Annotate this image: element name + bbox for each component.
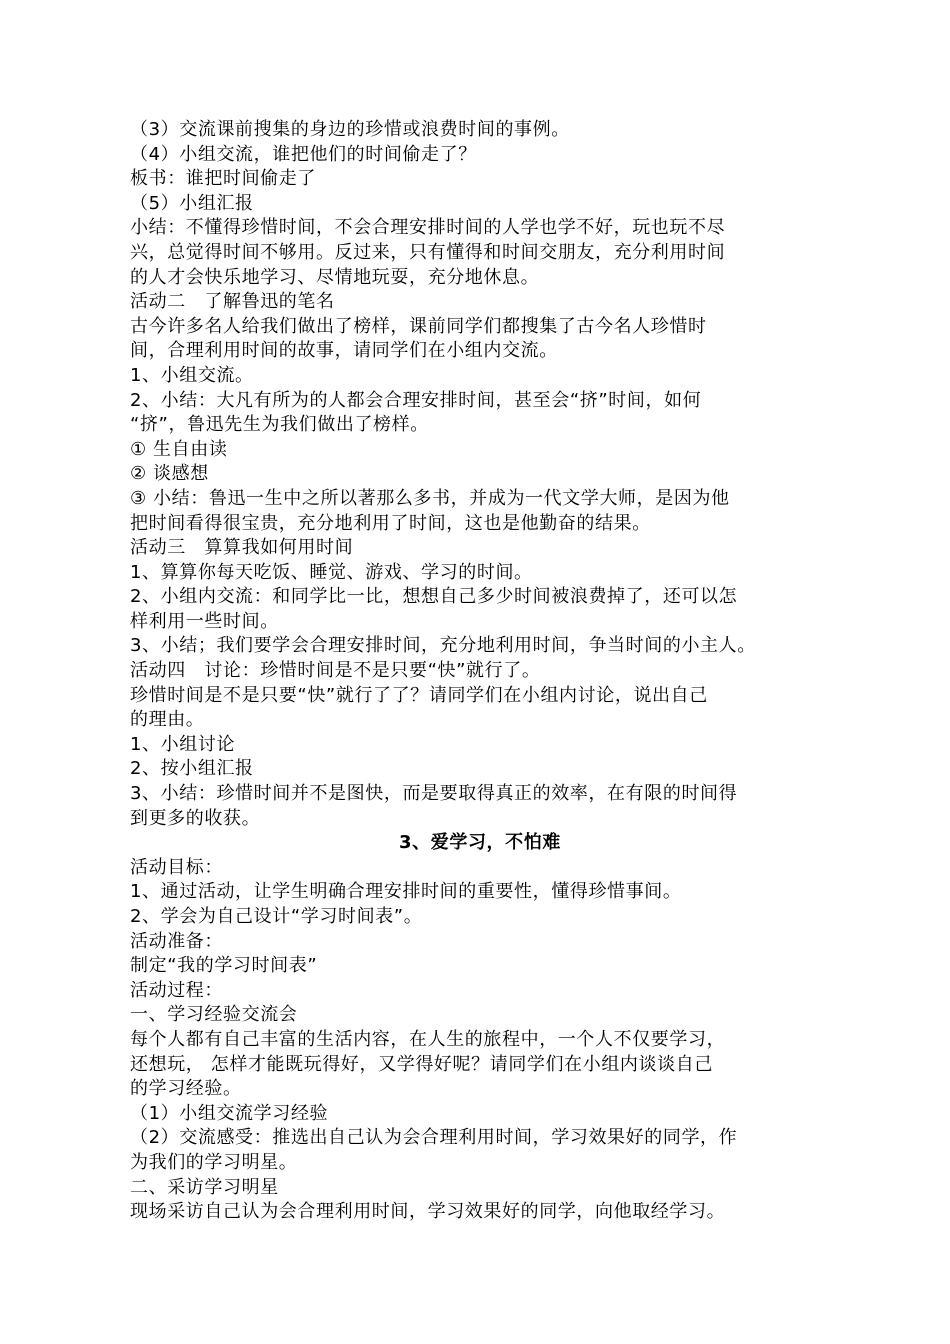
text-line: 3、小结；我们要学会合理安排时间，充分地利用时间，争当时间的小主人。 bbox=[130, 635, 756, 657]
text-line: ③ 小结：鲁迅一生中之所以著那么多书，并成为一代文学大师，是因为他 bbox=[130, 487, 730, 509]
text-line: ② 谈感想 bbox=[130, 463, 209, 485]
text-line: （2）交流感受：推选出自己认为会合理利用时间，学习效果好的同学，作 bbox=[130, 1127, 738, 1149]
text-line: （1）小组交流学习经验 bbox=[130, 1102, 329, 1124]
text-line: 活动二 了解鲁迅的笔名 bbox=[130, 291, 335, 313]
text-line: 样利用一些时间。 bbox=[130, 610, 279, 632]
text-line: （4）小组交流，谁把他们的时间偷走了？ bbox=[130, 143, 477, 165]
text-line: 活动准备： bbox=[130, 930, 223, 952]
text-line: 2、小结：大凡有所为的人都会合理安排时间，甚至会“挤”时间，如何 bbox=[130, 389, 702, 411]
document-page bbox=[130, 118, 830, 1225]
text-line: （3）交流课前搜集的身边的珍惜或浪费时间的事例。 bbox=[130, 119, 570, 140]
text-line: 为我们的学习明星。 bbox=[130, 1151, 298, 1173]
text-line: 活动三 算算我如何用时间 bbox=[130, 537, 354, 559]
text-line: 制定“我的学习时间表” bbox=[130, 955, 318, 977]
text-line: 古今许多名人给我们做出了榜样，课前同学们都搜集了古今名人珍惜时 bbox=[130, 315, 707, 337]
text-line: 1、小组交流。 bbox=[130, 364, 254, 386]
text-line: 小结：不懂得珍惜时间，不会合理安排时间的人学也学不好，玩也玩不尽 bbox=[130, 217, 726, 239]
text-line: 现场采访自己认为会合理利用时间，学习效果好的同学，向他取经学习。 bbox=[130, 1201, 726, 1223]
text-line: 活动目标： bbox=[130, 856, 223, 878]
text-line: 的人才会快乐地学习、尽情地玩耍，充分地休息。 bbox=[130, 266, 540, 288]
text-line: 板书：谁把时间偷走了 bbox=[130, 168, 316, 190]
text-line: 2、按小组汇报 bbox=[130, 758, 254, 780]
text-line: 一、学习经验交流会 bbox=[130, 1004, 298, 1026]
text-line: “挤”，鲁迅先生为我们做出了榜样。 bbox=[130, 414, 429, 436]
section-heading: 3、爱学习，不怕难 bbox=[399, 832, 561, 854]
text-line: 到更多的收获。 bbox=[130, 807, 261, 829]
text-line: 2、学会为自己设计“学习时间表”。 bbox=[130, 906, 423, 927]
text-line: 活动四 讨论：珍惜时间是不是只要“快”就行了。 bbox=[130, 660, 541, 682]
text-line: 2、小组内交流：和同学比一比，想想自己多少时间被浪费掉了，还可以怎 bbox=[130, 586, 738, 608]
text-line: 每个人都有自己丰富的生活内容，在人生的旅程中，一个人不仅要学习， bbox=[130, 1028, 726, 1050]
text-line: 1、小组讨论 bbox=[130, 733, 236, 755]
text-line: 兴，总觉得时间不够用。反过来，只有懂得和时间交朋友，充分利用时间 bbox=[130, 241, 726, 263]
text-line: 二、采访学习明星 bbox=[130, 1176, 279, 1198]
text-line: 3、小结：珍惜时间并不是图快，而是要取得真正的效率，在有限的时间得 bbox=[130, 783, 738, 805]
text-line: ① 生自由读 bbox=[130, 438, 228, 460]
text-line: 把时间看得很宝贵，充分地利用了时间，这也是他勤奋的结果。 bbox=[130, 512, 651, 534]
text-line: 活动过程： bbox=[130, 979, 223, 1001]
text-line: 1、算算你每天吃饭、睡觉、游戏、学习的时间。 bbox=[130, 561, 533, 583]
text-line: 间，合理利用时间的故事，请同学们在小组内交流。 bbox=[130, 340, 558, 362]
text-line: 1、通过活动，让学生明确合理安排时间的重要性，懂得珍惜事间。 bbox=[130, 881, 682, 903]
text-line: 珍惜时间是不是只要“快”就行了了？请同学们在小组内讨论，说出自己 bbox=[130, 684, 708, 706]
text-line: （5）小组汇报 bbox=[130, 192, 254, 214]
text-line: 还想玩， 怎样才能既玩得好，又学得好呢？请同学们在小组内谈谈自己 bbox=[130, 1053, 713, 1075]
text-line: 的理由。 bbox=[130, 709, 205, 731]
text-line: 的学习经验。 bbox=[130, 1078, 242, 1100]
